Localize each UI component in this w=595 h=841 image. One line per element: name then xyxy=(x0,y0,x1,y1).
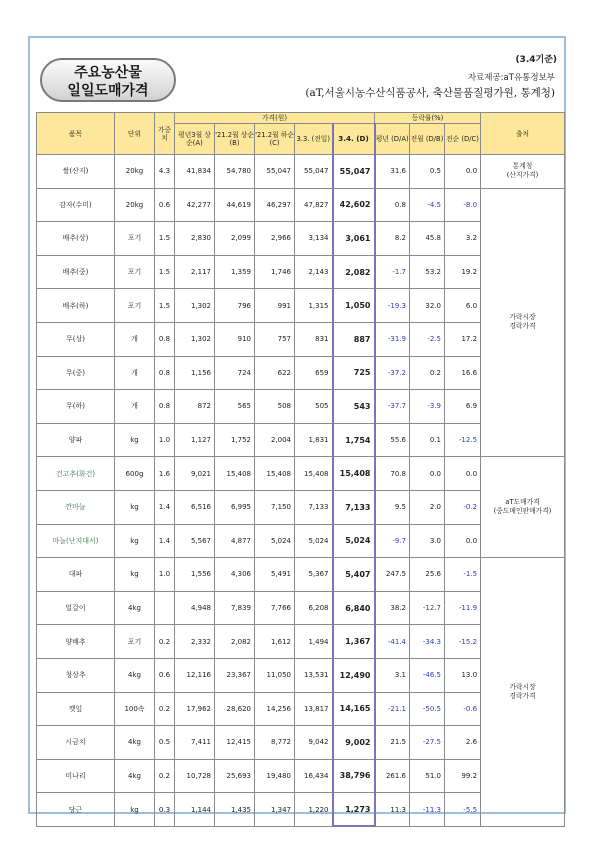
cell-rate-avg: -9.7 xyxy=(375,524,410,558)
cell-c-price: 757 xyxy=(255,322,295,356)
cell-b-price: 54,780 xyxy=(215,155,255,189)
header-rate-group: 등락률(%) xyxy=(375,113,481,124)
cell-b-price: 1,752 xyxy=(215,423,255,457)
cell-c-price: 14,256 xyxy=(255,692,295,726)
cell-avg-price: 2,332 xyxy=(175,625,215,659)
header-rate-period: 전순 (D/C) xyxy=(445,124,481,155)
cell-today-price: 1,367 xyxy=(333,625,375,659)
cell-prev-price: 659 xyxy=(295,356,333,390)
cell-item: 미나리 xyxy=(37,759,115,793)
cell-rate-avg: 247.5 xyxy=(375,558,410,592)
cell-rate-month: -50.5 xyxy=(410,692,445,726)
cell-rate-period: -0.2 xyxy=(445,490,481,524)
cell-rate-period: 0.0 xyxy=(445,155,481,189)
cell-item: 무(하) xyxy=(37,390,115,424)
cell-unit: 600g xyxy=(115,457,155,491)
cell-avg-price: 41,834 xyxy=(175,155,215,189)
cell-c-price: 8,772 xyxy=(255,726,295,760)
cell-unit: kg xyxy=(115,558,155,592)
cell-rate-month: 51.0 xyxy=(410,759,445,793)
cell-rate-month: 25.6 xyxy=(410,558,445,592)
price-table xyxy=(36,112,565,827)
table-row xyxy=(37,457,565,491)
cell-today-price: 5,024 xyxy=(333,524,375,558)
cell-b-price: 910 xyxy=(215,322,255,356)
cell-b-price: 7,839 xyxy=(215,591,255,625)
cell-prev-price: 7,133 xyxy=(295,490,333,524)
cell-avg-price: 10,728 xyxy=(175,759,215,793)
cell-item: 쌀(산지) xyxy=(37,155,115,189)
cell-item: 양배추 xyxy=(37,625,115,659)
cell-item: 당근 xyxy=(37,793,115,827)
cell-today-price: 1,050 xyxy=(333,289,375,323)
cell-b-price: 724 xyxy=(215,356,255,390)
cell-rate-avg: 31.6 xyxy=(375,155,410,189)
cell-today-price: 1,754 xyxy=(333,423,375,457)
cell-today-price: 9,002 xyxy=(333,726,375,760)
cell-unit: 포기 xyxy=(115,222,155,256)
cell-avg-price: 2,117 xyxy=(175,255,215,289)
header-b: '21.2월 상순(B) xyxy=(215,124,255,155)
cell-prev-price: 505 xyxy=(295,390,333,424)
cell-today-price: 3,061 xyxy=(333,222,375,256)
cell-c-price: 991 xyxy=(255,289,295,323)
header-rate-month: 전월 (D/B) xyxy=(410,124,445,155)
cell-prev-price: 55,047 xyxy=(295,155,333,189)
cell-avg-price: 9,021 xyxy=(175,457,215,491)
source-line-2: (중도매인판매가격) xyxy=(493,507,552,516)
cell-unit: 4kg xyxy=(115,726,155,760)
header-c: '21.2월 하순(C) xyxy=(255,124,295,155)
cell-unit: 4kg xyxy=(115,591,155,625)
cell-avg-price: 1,127 xyxy=(175,423,215,457)
cell-weight: 0.6 xyxy=(155,188,175,222)
cell-rate-avg: 38.2 xyxy=(375,591,410,625)
cell-rate-month: 0.0 xyxy=(410,457,445,491)
cell-rate-avg: 55.6 xyxy=(375,423,410,457)
cell-rate-avg: -37.7 xyxy=(375,390,410,424)
cell-c-price: 1,612 xyxy=(255,625,295,659)
cell-avg-price: 42,277 xyxy=(175,188,215,222)
cell-unit: 포기 xyxy=(115,625,155,659)
cell-rate-month: 32.0 xyxy=(410,289,445,323)
cell-today-price: 55,047 xyxy=(333,155,375,189)
cell-item: 대파 xyxy=(37,558,115,592)
cell-avg-price: 5,567 xyxy=(175,524,215,558)
cell-item: 무(상) xyxy=(37,322,115,356)
cell-today-price: 14,165 xyxy=(333,692,375,726)
cell-today-price: 15,408 xyxy=(333,457,375,491)
cell-prev-price: 831 xyxy=(295,322,333,356)
cell-rate-month: -3.9 xyxy=(410,390,445,424)
cell-b-price: 2,099 xyxy=(215,222,255,256)
header-d: 3.4. (D) xyxy=(333,124,375,155)
cell-today-price: 1,273 xyxy=(333,793,375,827)
cell-prev-price: 2,143 xyxy=(295,255,333,289)
header-source: 출처 xyxy=(481,113,565,155)
cell-rate-month: 3.0 xyxy=(410,524,445,558)
cell-b-price: 15,408 xyxy=(215,457,255,491)
table-row xyxy=(37,558,565,592)
cell-rate-avg: -1.7 xyxy=(375,255,410,289)
cell-avg-price: 6,516 xyxy=(175,490,215,524)
cell-rate-avg: -41.4 xyxy=(375,625,410,659)
cell-rate-period: -15.2 xyxy=(445,625,481,659)
cell-rate-period: 2.6 xyxy=(445,726,481,760)
cell-b-price: 12,415 xyxy=(215,726,255,760)
source-line-2: (산지가격) xyxy=(506,171,539,180)
header-price-group: 가격(원) xyxy=(175,113,375,124)
cell-c-price: 5,491 xyxy=(255,558,295,592)
cell-item: 청상추 xyxy=(37,658,115,692)
cell-weight: 0.8 xyxy=(155,390,175,424)
cell-rate-avg: 21.5 xyxy=(375,726,410,760)
cell-rate-month: 0.5 xyxy=(410,155,445,189)
cell-prev-price: 1,315 xyxy=(295,289,333,323)
cell-rate-month: -12.7 xyxy=(410,591,445,625)
title-line-1: 주요농산물 xyxy=(74,65,142,81)
cell-unit: 포기 xyxy=(115,255,155,289)
cell-today-price: 7,133 xyxy=(333,490,375,524)
cell-rate-month: 0.1 xyxy=(410,423,445,457)
cell-rate-month: 2.0 xyxy=(410,490,445,524)
cell-weight: 1.5 xyxy=(155,222,175,256)
cell-source xyxy=(481,155,565,189)
cell-today-price: 6,840 xyxy=(333,591,375,625)
cell-prev-price: 1,831 xyxy=(295,423,333,457)
cell-prev-price: 5,367 xyxy=(295,558,333,592)
cell-weight: 1.0 xyxy=(155,558,175,592)
cell-prev-price: 1,494 xyxy=(295,625,333,659)
source-line-1: aT도매가격 xyxy=(505,498,540,507)
header-item: 품목 xyxy=(37,113,115,155)
cell-prev-price: 5,024 xyxy=(295,524,333,558)
table-row xyxy=(37,155,565,189)
cell-rate-month: 45.8 xyxy=(410,222,445,256)
basis-date: (3.4기준) xyxy=(515,55,557,65)
cell-unit: 개 xyxy=(115,390,155,424)
cell-b-price: 1,359 xyxy=(215,255,255,289)
cell-rate-month: -46.5 xyxy=(410,658,445,692)
cell-rate-period: 99.2 xyxy=(445,759,481,793)
cell-weight: 0.2 xyxy=(155,692,175,726)
header-unit: 단위 xyxy=(115,113,155,155)
cell-prev-price: 13,531 xyxy=(295,658,333,692)
table-row xyxy=(37,188,565,222)
cell-today-price: 5,407 xyxy=(333,558,375,592)
cell-prev-price: 6,208 xyxy=(295,591,333,625)
cell-unit: kg xyxy=(115,524,155,558)
cell-rate-period: -11.9 xyxy=(445,591,481,625)
cell-avg-price: 872 xyxy=(175,390,215,424)
cell-rate-month: -27.5 xyxy=(410,726,445,760)
cell-avg-price: 1,156 xyxy=(175,356,215,390)
cell-c-price: 11,050 xyxy=(255,658,295,692)
cell-unit: 20kg xyxy=(115,188,155,222)
source-line-2: 경락가격 xyxy=(509,692,536,700)
cell-item: 감자(수미) xyxy=(37,188,115,222)
cell-rate-period: 0.0 xyxy=(445,524,481,558)
cell-weight: 0.8 xyxy=(155,322,175,356)
cell-b-price: 796 xyxy=(215,289,255,323)
cell-c-price: 7,766 xyxy=(255,591,295,625)
cell-c-price: 5,024 xyxy=(255,524,295,558)
cell-source xyxy=(481,558,565,827)
source-line-2: 경락가격 xyxy=(509,322,536,331)
cell-rate-month: -11.3 xyxy=(410,793,445,827)
cell-weight: 1.6 xyxy=(155,457,175,491)
cell-item: 배추(상) xyxy=(37,222,115,256)
cell-rate-period: 3.2 xyxy=(445,222,481,256)
cell-item: 양파 xyxy=(37,423,115,457)
cell-rate-period: -1.5 xyxy=(445,558,481,592)
cell-rate-period: 0.0 xyxy=(445,457,481,491)
cell-c-price: 1,746 xyxy=(255,255,295,289)
cell-unit: 4kg xyxy=(115,658,155,692)
header-avg: 평년3월 상순(A) xyxy=(175,124,215,155)
cell-b-price: 23,367 xyxy=(215,658,255,692)
cell-c-price: 622 xyxy=(255,356,295,390)
cell-avg-price: 1,302 xyxy=(175,289,215,323)
cell-unit: 100속 xyxy=(115,692,155,726)
cell-unit: kg xyxy=(115,793,155,827)
cell-weight: 0.5 xyxy=(155,726,175,760)
cell-rate-avg: -31.9 xyxy=(375,322,410,356)
header-prev: 3.3. (전일) xyxy=(295,124,333,155)
cell-rate-avg: 0.8 xyxy=(375,188,410,222)
cell-weight: 0.2 xyxy=(155,759,175,793)
cell-unit: 20kg xyxy=(115,155,155,189)
cell-prev-price: 16,434 xyxy=(295,759,333,793)
cell-unit: 개 xyxy=(115,322,155,356)
cell-rate-avg: 261.6 xyxy=(375,759,410,793)
cell-c-price: 1,347 xyxy=(255,793,295,827)
source-line-1: 통계청 xyxy=(512,162,533,171)
cell-b-price: 28,620 xyxy=(215,692,255,726)
cell-rate-avg: -19.3 xyxy=(375,289,410,323)
cell-b-price: 4,306 xyxy=(215,558,255,592)
cell-rate-avg: 3.1 xyxy=(375,658,410,692)
header-weight: 가중치 xyxy=(155,113,175,155)
cell-item: 건고추(화건) xyxy=(37,457,115,491)
cell-prev-price: 1,220 xyxy=(295,793,333,827)
cell-rate-period: 6.9 xyxy=(445,390,481,424)
cell-rate-period: 16.6 xyxy=(445,356,481,390)
cell-rate-avg: -21.1 xyxy=(375,692,410,726)
cell-b-price: 2,082 xyxy=(215,625,255,659)
title-badge xyxy=(40,58,176,102)
cell-rate-period: 19.2 xyxy=(445,255,481,289)
cell-today-price: 543 xyxy=(333,390,375,424)
cell-b-price: 1,435 xyxy=(215,793,255,827)
cell-item: 시금치 xyxy=(37,726,115,760)
cell-item: 마늘(난지대서) xyxy=(37,524,115,558)
cell-rate-month: 53.2 xyxy=(410,255,445,289)
cell-weight: 1.4 xyxy=(155,524,175,558)
cell-rate-month: -4.5 xyxy=(410,188,445,222)
cell-b-price: 25,693 xyxy=(215,759,255,793)
cell-avg-price: 17,962 xyxy=(175,692,215,726)
cell-today-price: 12,490 xyxy=(333,658,375,692)
source-provider: 자료제공:aT유통정보부 xyxy=(467,73,555,83)
source-line-1: 가락시장 xyxy=(509,313,536,322)
cell-today-price: 2,082 xyxy=(333,255,375,289)
cell-b-price: 44,619 xyxy=(215,188,255,222)
cell-weight: 0.8 xyxy=(155,356,175,390)
cell-rate-avg: 9.5 xyxy=(375,490,410,524)
cell-rate-period: 13.0 xyxy=(445,658,481,692)
cell-rate-avg: 70.8 xyxy=(375,457,410,491)
cell-b-price: 4,877 xyxy=(215,524,255,558)
cell-avg-price: 2,830 xyxy=(175,222,215,256)
cell-item: 깐마늘 xyxy=(37,490,115,524)
cell-unit: 4kg xyxy=(115,759,155,793)
cell-rate-period: -0.6 xyxy=(445,692,481,726)
cell-c-price: 55,047 xyxy=(255,155,295,189)
cell-rate-month: -34.3 xyxy=(410,625,445,659)
cell-rate-period: -5.5 xyxy=(445,793,481,827)
cell-source xyxy=(481,188,565,457)
cell-item: 얼갈이 xyxy=(37,591,115,625)
cell-today-price: 887 xyxy=(333,322,375,356)
cell-c-price: 2,004 xyxy=(255,423,295,457)
cell-weight xyxy=(155,591,175,625)
cell-prev-price: 13,817 xyxy=(295,692,333,726)
cell-avg-price: 7,411 xyxy=(175,726,215,760)
cell-avg-price: 1,556 xyxy=(175,558,215,592)
cell-c-price: 19,480 xyxy=(255,759,295,793)
cell-weight: 0.2 xyxy=(155,625,175,659)
cell-unit: kg xyxy=(115,423,155,457)
price-table-body xyxy=(37,155,565,827)
cell-weight: 1.5 xyxy=(155,289,175,323)
cell-item: 무(중) xyxy=(37,356,115,390)
source-line-1: 가락시장 xyxy=(509,683,536,691)
cell-rate-period: -8.0 xyxy=(445,188,481,222)
cell-source xyxy=(481,457,565,558)
title-line-2: 일일도매가격 xyxy=(67,83,149,99)
cell-c-price: 15,408 xyxy=(255,457,295,491)
cell-rate-avg: -37.2 xyxy=(375,356,410,390)
cell-weight: 1.5 xyxy=(155,255,175,289)
cell-c-price: 2,966 xyxy=(255,222,295,256)
cell-rate-period: -12.5 xyxy=(445,423,481,457)
cell-weight: 1.0 xyxy=(155,423,175,457)
cell-c-price: 46,297 xyxy=(255,188,295,222)
cell-rate-avg: 8.2 xyxy=(375,222,410,256)
cell-rate-period: 17.2 xyxy=(445,322,481,356)
cell-rate-period: 6.0 xyxy=(445,289,481,323)
cell-c-price: 7,150 xyxy=(255,490,295,524)
cell-today-price: 725 xyxy=(333,356,375,390)
cell-rate-month: 0.2 xyxy=(410,356,445,390)
cell-avg-price: 1,302 xyxy=(175,322,215,356)
cell-weight: 1.4 xyxy=(155,490,175,524)
cell-item: 배추(하) xyxy=(37,289,115,323)
cell-avg-price: 12,116 xyxy=(175,658,215,692)
header-rate-avg: 평년 (D/A) xyxy=(375,124,410,155)
cell-weight: 0.3 xyxy=(155,793,175,827)
cell-rate-month: -2.5 xyxy=(410,322,445,356)
cell-prev-price: 3,134 xyxy=(295,222,333,256)
cell-prev-price: 15,408 xyxy=(295,457,333,491)
cell-weight: 0.6 xyxy=(155,658,175,692)
cell-rate-avg: 11.3 xyxy=(375,793,410,827)
cell-today-price: 42,602 xyxy=(333,188,375,222)
cell-item: 배추(중) xyxy=(37,255,115,289)
cell-prev-price: 47,827 xyxy=(295,188,333,222)
cell-unit: kg xyxy=(115,490,155,524)
cell-today-price: 38,796 xyxy=(333,759,375,793)
cell-prev-price: 9,042 xyxy=(295,726,333,760)
source-agencies: (aT,서울시농수산식품공사, 축산물품질평가원, 통계청) xyxy=(305,87,555,99)
cell-avg-price: 4,948 xyxy=(175,591,215,625)
cell-item: 깻잎 xyxy=(37,692,115,726)
cell-c-price: 508 xyxy=(255,390,295,424)
cell-unit: 포기 xyxy=(115,289,155,323)
cell-b-price: 565 xyxy=(215,390,255,424)
cell-weight: 4.3 xyxy=(155,155,175,189)
cell-unit: 개 xyxy=(115,356,155,390)
cell-b-price: 6,995 xyxy=(215,490,255,524)
cell-avg-price: 1,144 xyxy=(175,793,215,827)
